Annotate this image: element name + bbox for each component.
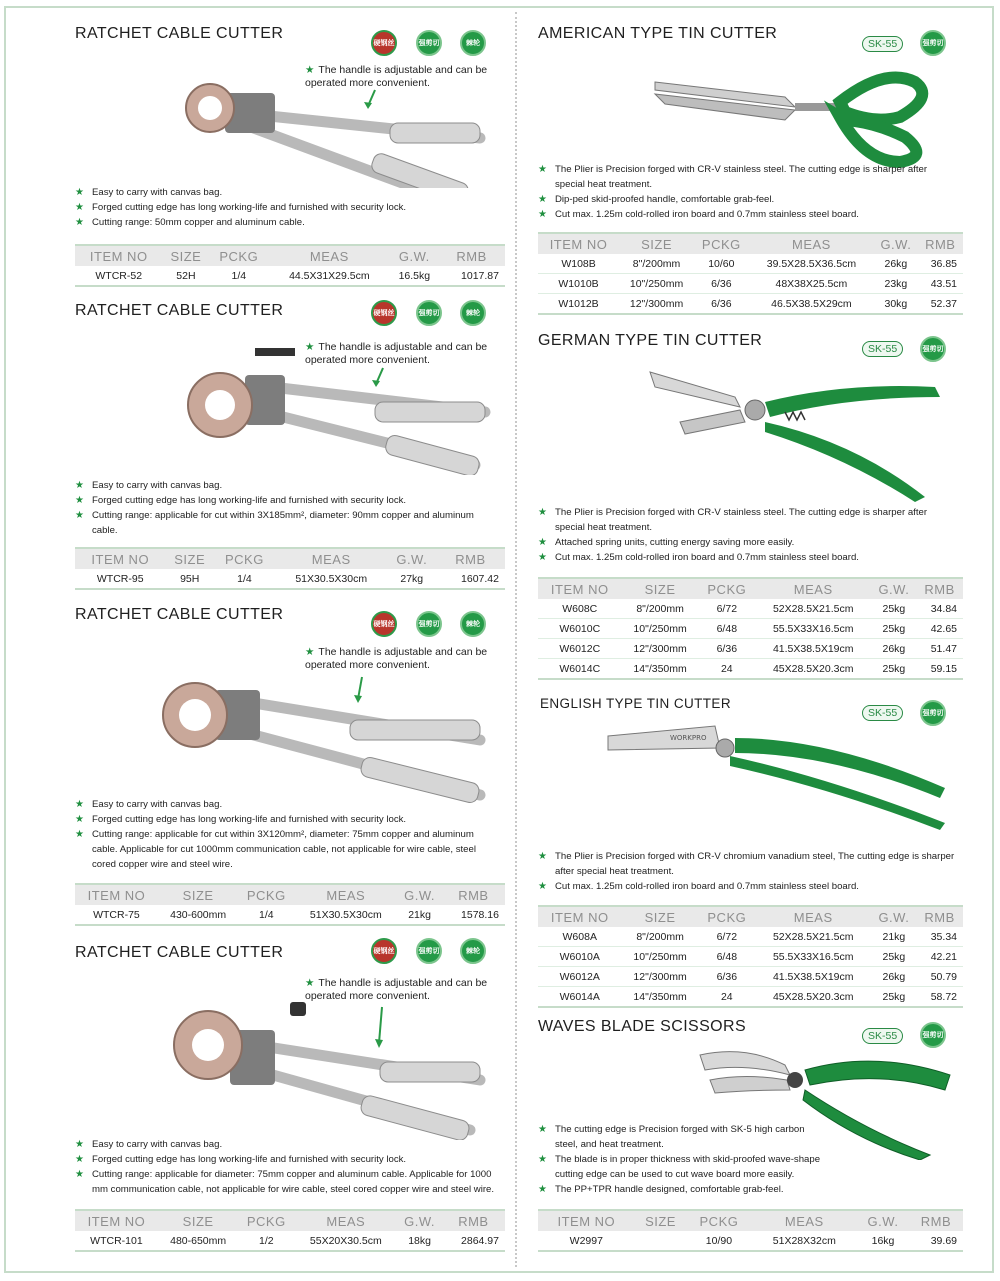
ratchet-badge-icon: 棘轮 [460, 30, 486, 56]
spec-table [538, 1209, 963, 1252]
steel-wire-badge-icon: 硬钢丝 [371, 30, 397, 56]
cell: 51X28X32cm [751, 1231, 857, 1251]
ratchet-cutter-illustration [160, 660, 490, 805]
col-header: PCKG [699, 578, 755, 599]
cell: 1/4 [238, 905, 294, 925]
col-header: PCKG [238, 1210, 294, 1231]
feature-item: ★ Cutting range: applicable for diameter: 75mm copper and aluminum cable. Applicable for 1000 mm communication cable, not applicable for wire cable, steel cored copper wire and steel wire. [75, 1167, 505, 1197]
cell: 6/36 [699, 639, 755, 659]
col-header: RMB [916, 578, 963, 599]
col-header: ITEM NO [75, 1210, 158, 1231]
cell: 35.34 [916, 927, 963, 947]
strong-cut-badge-icon: 强剪切 [920, 700, 946, 726]
feature-item: ★ The blade is in proper thickness with skid-proofed wave-shape cutting edge can be used to cut wave board more easily. [538, 1152, 823, 1182]
feature-item: ★ Easy to carry with canvas bag. [75, 797, 495, 812]
table-row [538, 599, 963, 619]
cell: 10"/250mm [619, 274, 694, 294]
feature-item: ★ Forged cutting edge has long working-life and furnished with security lock. [75, 200, 495, 215]
american-tin-cutter-illustration [645, 62, 945, 172]
cell: 51.47 [916, 639, 963, 659]
strong-cut-badge-icon: 强剪切 [920, 1022, 946, 1048]
table-row [538, 294, 963, 315]
strong-cut-badge-icon: 强剪切 [416, 938, 442, 964]
cell: W1010B [538, 274, 619, 294]
spec-table [75, 883, 505, 926]
spec-table [538, 905, 963, 1008]
feature-list [538, 505, 958, 565]
steel-wire-badge-icon: 硬钢丝 [371, 611, 397, 637]
cell: 1017.87 [438, 266, 505, 286]
cell: 2864.97 [442, 1231, 505, 1251]
col-header: RMB [442, 1210, 505, 1231]
cell: 41.5X38.5X19cm [755, 967, 872, 987]
feature-list [75, 185, 495, 230]
col-header: G.W. [390, 245, 438, 266]
cell: WTCR-101 [75, 1231, 158, 1251]
table-row [75, 569, 505, 589]
ratchet-badge-icon: 棘轮 [460, 611, 486, 637]
sk55-badge: SK-55 [862, 341, 903, 357]
col-header: ITEM NO [75, 548, 165, 569]
cell: 10"/250mm [621, 619, 698, 639]
cell: 6/72 [699, 927, 755, 947]
cell: 25kg [872, 599, 917, 619]
cell: 41.5X38.5X19cm [755, 639, 872, 659]
product-title: WAVES BLADE SCISSORS [538, 1018, 747, 1035]
table-row [538, 274, 963, 294]
english-tin-cutter-illustration [600, 718, 955, 838]
steel-wire-badge-icon: 硬钢丝 [371, 938, 397, 964]
cell: 45X28.5X20.3cm [755, 987, 872, 1008]
feature-list [538, 1122, 823, 1197]
feature-list [538, 849, 968, 894]
cell: 14"/350mm [621, 987, 698, 1008]
cell: 45X28.5X20.3cm [755, 659, 872, 680]
product-title: RATCHET CABLE CUTTER [75, 944, 284, 961]
cell: 25kg [872, 947, 917, 967]
col-header: SIZE [158, 884, 239, 905]
cell: 1/4 [214, 569, 275, 589]
cell: W608C [538, 599, 621, 619]
table-row [538, 927, 963, 947]
feature-item: ★ Dip-ped skid-proofed handle, comfortable grab-feel. [538, 192, 958, 207]
spec-table [75, 547, 505, 590]
cell: 55X20X30.5cm [294, 1231, 397, 1251]
col-header: ITEM NO [538, 233, 619, 254]
col-header: MEAS [294, 1210, 397, 1231]
col-header: G.W. [397, 884, 441, 905]
cell: 25kg [872, 619, 917, 639]
sk55-badge: SK-55 [862, 36, 903, 52]
cell: 6/48 [699, 619, 755, 639]
cell: 26kg [872, 639, 917, 659]
col-header: RMB [436, 548, 505, 569]
cell: 12"/300mm [619, 294, 694, 315]
table-row [75, 1231, 505, 1251]
cell [635, 1231, 687, 1251]
blade-brand-text: WORKPRO [670, 734, 707, 742]
feature-item: ★ The cutting edge is Precision forged with SK-5 high carbon steel, and heat treatment. [538, 1122, 823, 1152]
col-header: SIZE [165, 548, 213, 569]
cell: 25kg [872, 659, 917, 680]
german-tin-cutter-illustration [645, 362, 945, 502]
cell: 52X28.5X21.5cm [755, 599, 872, 619]
feature-item: ★ Cutting range: applicable for cut within 3X185mm², diameter: 90mm copper and aluminum cable. [75, 508, 495, 538]
col-header: MEAS [275, 548, 388, 569]
steel-wire-badge-icon: 硬钢丝 [371, 300, 397, 326]
col-header: RMB [909, 1210, 963, 1231]
cell: WTCR-95 [75, 569, 165, 589]
feature-list [538, 162, 958, 222]
cell: W608A [538, 927, 621, 947]
col-header: MEAS [751, 1210, 857, 1231]
cell: 14"/350mm [621, 659, 698, 680]
col-header: G.W. [872, 578, 917, 599]
ratchet-cutter-illustration [185, 340, 495, 475]
cell: 52H [162, 266, 209, 286]
spec-table [538, 232, 963, 315]
cell: 39.5X28.5X36.5cm [749, 254, 875, 274]
cell: 42.21 [916, 947, 963, 967]
cell: 48X38X25.5cm [749, 274, 875, 294]
sk55-badge: SK-55 [862, 705, 903, 721]
product-title: ENGLISH TYPE TIN CUTTER [540, 696, 731, 711]
product-title: RATCHET CABLE CUTTER [75, 25, 284, 42]
cell: 6/36 [694, 294, 749, 315]
product-title: RATCHET CABLE CUTTER [75, 302, 284, 319]
cell: 12"/300mm [621, 639, 698, 659]
feature-item: ★ Forged cutting edge has long working-life and furnished with security lock. [75, 812, 495, 827]
cell: 6/72 [699, 599, 755, 619]
cell: 59.15 [916, 659, 963, 680]
strong-cut-badge-icon: 强剪切 [920, 336, 946, 362]
cell: 1/2 [238, 1231, 294, 1251]
cell: W108B [538, 254, 619, 274]
cell: W6014A [538, 987, 621, 1008]
col-header: ITEM NO [538, 1210, 635, 1231]
col-header: G.W. [857, 1210, 909, 1231]
cell: 6/48 [699, 947, 755, 967]
cell: 430-600mm [158, 905, 239, 925]
feature-item: ★ Cut max. 1.25m cold-rolled iron board and 0.7mm stainless steel board. [538, 879, 968, 894]
col-header: SIZE [158, 1210, 239, 1231]
table-row [75, 905, 505, 925]
col-header: PCKG [209, 245, 268, 266]
cell: 27kg [388, 569, 436, 589]
cell: 58.72 [916, 987, 963, 1008]
cell: 10/90 [686, 1231, 751, 1251]
col-header: PCKG [694, 233, 749, 254]
cell: 16kg [857, 1231, 909, 1251]
feature-item: ★ Easy to carry with canvas bag. [75, 478, 495, 493]
table-row [538, 254, 963, 274]
feature-item: ★ The PP+TPR handle designed, comfortable grab-feel. [538, 1182, 823, 1197]
cell: 8"/200mm [621, 927, 698, 947]
product-title: RATCHET CABLE CUTTER [75, 606, 284, 623]
cell: W6010A [538, 947, 621, 967]
table-row [75, 266, 505, 286]
table-row [538, 947, 963, 967]
cell: 26kg [874, 254, 917, 274]
cell: 44.5X31X29.5cm [268, 266, 390, 286]
feature-item: ★ Easy to carry with canvas bag. [75, 185, 495, 200]
cell: 46.5X38.5X29cm [749, 294, 875, 315]
col-header: MEAS [755, 578, 872, 599]
col-header: MEAS [268, 245, 390, 266]
cell: WTCR-75 [75, 905, 158, 925]
feature-item: ★ Forged cutting edge has long working-life and furnished with security lock. [75, 493, 495, 508]
strong-cut-badge-icon: 强剪切 [416, 300, 442, 326]
cell: 43.51 [918, 274, 963, 294]
cell: 1607.42 [436, 569, 505, 589]
col-header: PCKG [238, 884, 294, 905]
handle-note: ★ The handle is adjustable and can be operated more convenient. [305, 64, 488, 89]
cell: 24 [699, 987, 755, 1008]
strong-cut-badge-icon: 强剪切 [920, 30, 946, 56]
cell: 55.5X33X16.5cm [755, 947, 872, 967]
cell: 23kg [874, 274, 917, 294]
cell: 12"/300mm [621, 967, 698, 987]
col-header: G.W. [397, 1210, 441, 1231]
col-header: MEAS [755, 906, 872, 927]
feature-item: ★ Easy to carry with canvas bag. [75, 1137, 505, 1152]
feature-list [75, 797, 495, 872]
feature-item: ★ Forged cutting edge has long working-life and furnished with security lock. [75, 1152, 505, 1167]
cell: WTCR-52 [75, 266, 162, 286]
sk55-badge: SK-55 [862, 1028, 903, 1044]
cell: W6010C [538, 619, 621, 639]
ratchet-badge-icon: 棘轮 [460, 300, 486, 326]
cell: 52.37 [918, 294, 963, 315]
feature-item: ★ Attached spring units, cutting energy saving more easily. [538, 535, 958, 550]
col-header: ITEM NO [75, 245, 162, 266]
cell: 26kg [872, 967, 917, 987]
handle-note: ★ The handle is adjustable and can be operated more convenient. [305, 977, 488, 1002]
cell: 95H [165, 569, 213, 589]
col-header: RMB [916, 906, 963, 927]
col-header: G.W. [872, 906, 917, 927]
col-header: MEAS [749, 233, 875, 254]
col-header: RMB [442, 884, 505, 905]
table-row [538, 619, 963, 639]
col-header: ITEM NO [75, 884, 158, 905]
handle-note: ★ The handle is adjustable and can be operated more convenient. [305, 646, 488, 671]
col-header: SIZE [621, 578, 698, 599]
cell: 6/36 [699, 967, 755, 987]
cell: 21kg [397, 905, 441, 925]
feature-item: ★ The Plier is Precision forged with CR-V stainless steel. The cutting edge is sharper after special heat treatment. [538, 162, 958, 192]
cell: 8"/200mm [621, 599, 698, 619]
cell: 30kg [874, 294, 917, 315]
col-header: G.W. [874, 233, 917, 254]
cell: 1/4 [209, 266, 268, 286]
cell: W2997 [538, 1231, 635, 1251]
cell: 36.85 [918, 254, 963, 274]
cell: 42.65 [916, 619, 963, 639]
cell: 6/36 [694, 274, 749, 294]
table-row [538, 1231, 963, 1251]
feature-item: ★ Cutting range: applicable for cut within 3X120mm², diameter: 75mm copper and aluminum cable. Applicable for cut 1000mm communication cable, not applicable for wire cable, steel cored copper wire and steel wire. [75, 827, 495, 872]
feature-list [75, 1137, 505, 1197]
product-title: GERMAN TYPE TIN CUTTER [538, 332, 763, 349]
col-header: SIZE [619, 233, 694, 254]
feature-item: ★ The Plier is Precision forged with CR-V chromium vanadium steel, The cutting edge is sharper after special heat treatment. [538, 849, 968, 879]
ratchet-cutter-illustration [180, 68, 500, 188]
spec-table [75, 244, 505, 287]
col-header: MEAS [294, 884, 397, 905]
handle-note: ★ The handle is adjustable and can be operated more convenient. [305, 341, 488, 366]
table-row [538, 987, 963, 1008]
cell: 55.5X33X16.5cm [755, 619, 872, 639]
col-header: SIZE [635, 1210, 687, 1231]
cell: 480-650mm [158, 1231, 239, 1251]
spec-table [75, 1209, 505, 1252]
cell: W6014C [538, 659, 621, 680]
spec-table [538, 577, 963, 680]
cell: W1012B [538, 294, 619, 315]
strong-cut-badge-icon: 强剪切 [416, 611, 442, 637]
col-header: SIZE [621, 906, 698, 927]
col-header: RMB [438, 245, 505, 266]
table-row [538, 659, 963, 680]
cell: 8"/200mm [619, 254, 694, 274]
col-header: PCKG [686, 1210, 751, 1231]
cell: 10/60 [694, 254, 749, 274]
feature-list [75, 478, 495, 538]
cell: 51X30.5X30cm [275, 569, 388, 589]
col-header: ITEM NO [538, 578, 621, 599]
cell: 16.5kg [390, 266, 438, 286]
cell: 51X30.5X30cm [294, 905, 397, 925]
col-header: G.W. [388, 548, 436, 569]
col-header: SIZE [162, 245, 209, 266]
cell: 1578.16 [442, 905, 505, 925]
col-header: PCKG [214, 548, 275, 569]
strong-cut-badge-icon: 强剪切 [416, 30, 442, 56]
cell: 34.84 [916, 599, 963, 619]
cell: 24 [699, 659, 755, 680]
cell: 18kg [397, 1231, 441, 1251]
table-row [538, 639, 963, 659]
table-row [538, 967, 963, 987]
cell: 52X28.5X21.5cm [755, 927, 872, 947]
cell: 50.79 [916, 967, 963, 987]
feature-item: ★ The Plier is Precision forged with CR-V stainless steel. The cutting edge is sharper after special heat treatment. [538, 505, 958, 535]
column-divider [515, 12, 517, 1267]
col-header: PCKG [699, 906, 755, 927]
cell: 21kg [872, 927, 917, 947]
col-header: ITEM NO [538, 906, 621, 927]
feature-item: ★ Cut max. 1.25m cold-rolled iron board and 0.7mm stainless steel board. [538, 207, 958, 222]
cell: 10"/250mm [621, 947, 698, 967]
ratchet-cutter-illustration [170, 990, 490, 1140]
feature-item: ★ Cutting range: 50mm copper and aluminum cable. [75, 215, 495, 230]
cell: 39.69 [909, 1231, 963, 1251]
product-title: AMERICAN TYPE TIN CUTTER [538, 25, 778, 42]
cell: W6012C [538, 639, 621, 659]
ratchet-badge-icon: 棘轮 [460, 938, 486, 964]
cell: 25kg [872, 987, 917, 1008]
cell: W6012A [538, 967, 621, 987]
col-header: RMB [918, 233, 963, 254]
feature-item: ★ Cut max. 1.25m cold-rolled iron board and 0.7mm stainless steel board. [538, 550, 958, 565]
